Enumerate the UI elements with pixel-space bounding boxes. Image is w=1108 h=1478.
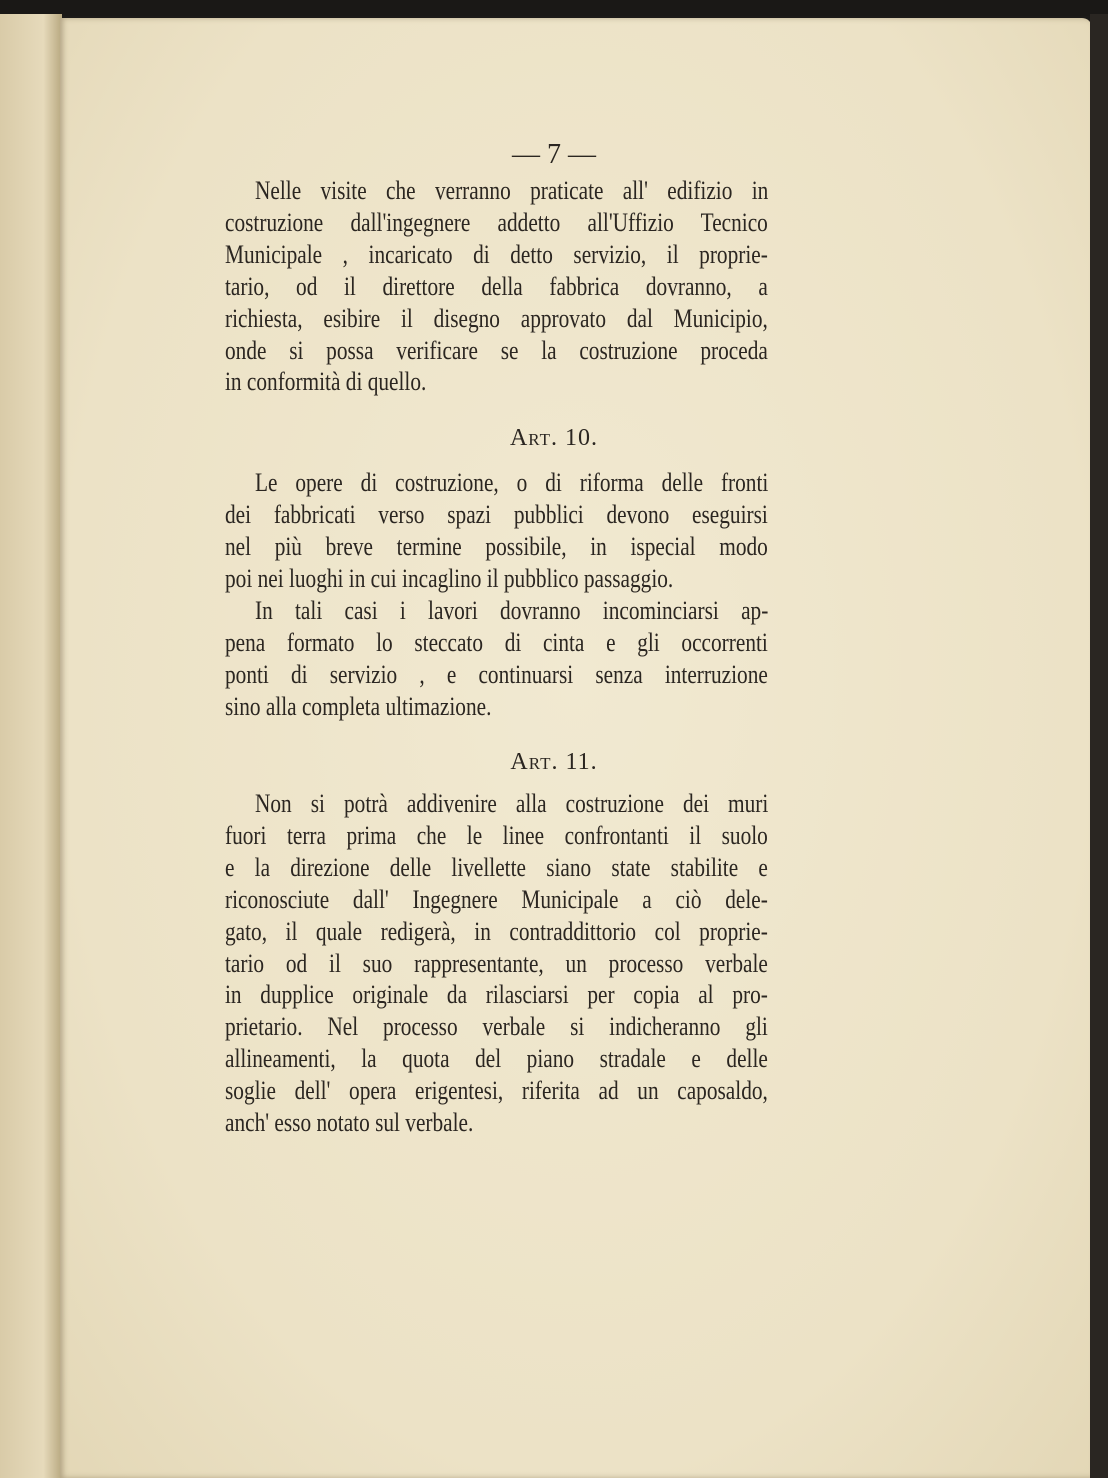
paragraph-4-line: soglie dell' opera erigentesi, riferita ad un caposaldo, xyxy=(225,1076,768,1106)
paragraph-3-line: ponti di servizio , e continuarsi senza interruzione xyxy=(225,659,768,689)
paragraph-4-line: in dupplice originale da rilasciarsi per copia al pro- xyxy=(225,980,768,1010)
article-heading-10: Art. 10. xyxy=(509,425,599,451)
paragraph-4-line: gato, il quale redigerà, in contraddittorio col proprie- xyxy=(225,916,768,946)
paragraph-1-line: Nelle visite che verranno praticate all' edifizio in xyxy=(255,176,769,205)
paragraph-4-line: e la direzione delle livellette siano state stabilite e xyxy=(225,852,768,882)
paragraph-1-line: costruzione dall'ingegnere addetto all'Uffizio Tecnico xyxy=(225,207,768,237)
paragraph-4-line: allineamenti, la quota del piano stradale e delle xyxy=(225,1044,768,1074)
paragraph-2-line: Le opere di costruzione, o di riforma delle fronti xyxy=(255,468,769,497)
paragraph-3-line: In tali casi i lavori dovranno incominciarsi ap- xyxy=(255,596,769,625)
paragraph-4-line: prietario. Nel processo verbale si indicheranno gli xyxy=(225,1012,768,1042)
paragraph-2-line: dei fabbricati verso spazi pubblici devono eseguirsi xyxy=(225,499,768,529)
paragraph-4-line: riconosciute dall' Ingegnere Municipale a ciò dele- xyxy=(225,884,768,914)
paragraph-2-line: poi nei luoghi in cui incaglino il pubblico passaggio. xyxy=(225,563,674,593)
paragraph-1-line: tario, od il direttore della fabbrica dovranno, a xyxy=(225,271,768,301)
paragraph-4-line: Non si potrà addivenire alla costruzione dei muri xyxy=(255,789,769,818)
paragraph-2-line: nel più breve termine possibile, in ispecial modo xyxy=(225,531,768,561)
paragraph-3-line: sino alla completa ultimazione. xyxy=(225,691,492,721)
paragraph-1-line: Municipale , incaricato di detto servizio, il proprie- xyxy=(225,239,768,269)
paragraph-4-line: anch' esso notato sul verbale. xyxy=(225,1108,474,1137)
article-heading-11: Art. 11. xyxy=(510,749,598,775)
paragraph-1-line: onde si possa verificare se la costruzione proceda xyxy=(225,335,768,365)
scan-border-right xyxy=(1090,14,1108,1478)
paragraph-3-line: pena formato lo steccato di cinta e gli occorrenti xyxy=(225,627,768,657)
paragraph-1-line: in conformità di quello. xyxy=(225,367,427,397)
paragraph-1-line: richiesta, esibire il disegno approvato dal Municipio, xyxy=(225,303,768,333)
scan-border-top xyxy=(0,0,1108,16)
facing-page-edge xyxy=(0,14,62,1478)
paragraph-4-line: tario od il suo rappresentante, un processo verbale xyxy=(225,948,768,978)
page-number: — 7 — xyxy=(512,139,596,170)
paragraph-4-line: fuori terra prima che le linee confrontanti il suolo xyxy=(225,820,768,850)
